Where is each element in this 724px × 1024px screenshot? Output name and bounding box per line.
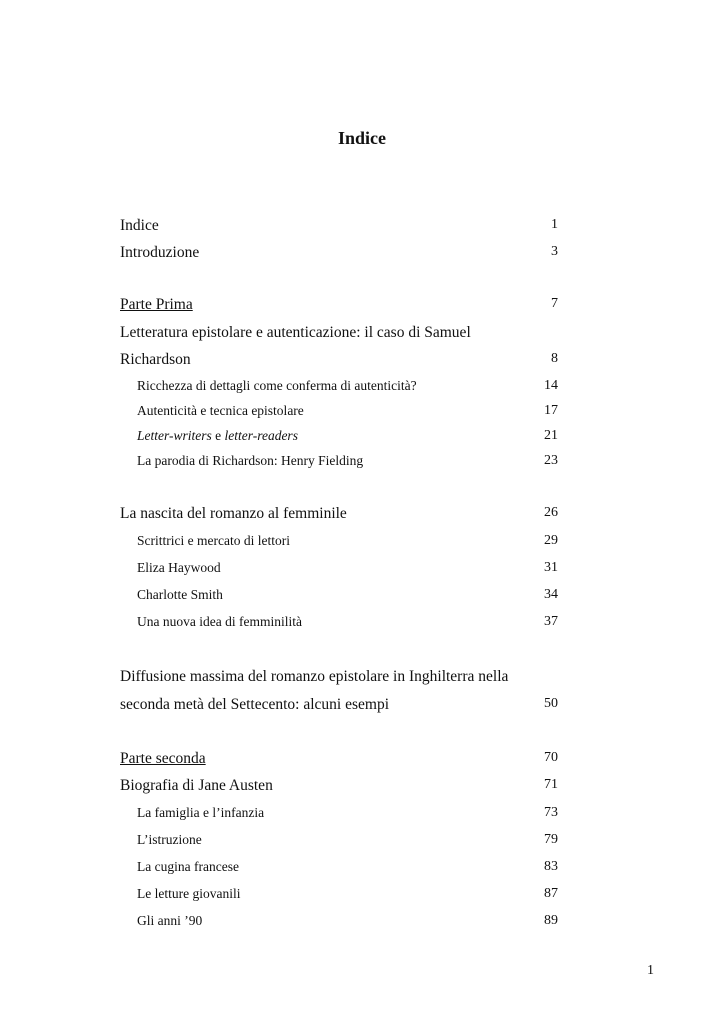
toc-entry-title: Diffusione massima del romanzo epistolare in Inghilterra nella — [120, 668, 509, 685]
toc-entry-title: Parte Prima — [120, 296, 193, 313]
toc-entry-title: Autenticità e tecnica epistolare — [137, 403, 304, 418]
toc-entry-page: 89 — [544, 913, 558, 928]
toc-entry-page: 70 — [544, 750, 558, 765]
toc-entry-title: Le letture giovanili — [137, 886, 241, 901]
toc-entry-title: Scrittrici e mercato di lettori — [137, 533, 290, 548]
toc-entry-page: 29 — [544, 533, 558, 548]
title-italic-part: Letter-writers — [137, 428, 212, 443]
toc-entry-title: Biografia di Jane Austen — [120, 777, 273, 794]
toc-entry-title: La famiglia e l’infanzia — [137, 805, 265, 820]
toc-entry-title: La parodia di Richardson: Henry Fielding — [137, 453, 364, 468]
toc-entry-page: 37 — [544, 614, 558, 629]
toc-entry-title: Richardson — [120, 351, 191, 368]
toc-entry-page: 31 — [544, 560, 558, 575]
toc-entry-title: Indice — [120, 217, 159, 234]
toc-entry-page: 71 — [544, 777, 558, 792]
toc-entry-title: La nascita del romanzo al femminile — [120, 505, 347, 522]
toc-entry-title: Introduzione — [120, 244, 200, 261]
toc-entry-page: 14 — [544, 378, 558, 393]
toc-entry-page: 3 — [551, 244, 558, 259]
toc-entry-title: L’istruzione — [137, 832, 202, 847]
toc-entry-page: 79 — [544, 832, 558, 847]
toc-entry-page: 50 — [544, 696, 558, 711]
toc-entry-page: 23 — [544, 453, 558, 468]
toc-entry-title: Parte seconda — [120, 750, 206, 767]
toc-entry-title: Letteratura epistolare e autenticazione: il caso di Samuel — [120, 324, 471, 341]
toc-entry-page: 1 — [551, 217, 558, 232]
toc-entry-page: 87 — [544, 886, 558, 901]
toc-entry-page: 26 — [544, 505, 558, 520]
toc-entry-page: 8 — [551, 351, 558, 366]
toc-entry-page: 73 — [544, 805, 558, 820]
toc-entry-page: 34 — [544, 587, 558, 602]
title-conjunction: e — [211, 428, 225, 443]
toc-entry-page: 7 — [551, 296, 558, 311]
toc-entry-title: seconda metà del Settecento: alcuni esempi — [120, 696, 389, 713]
toc-entry-title: La cugina francese — [137, 859, 239, 874]
toc-entry-page: 83 — [544, 859, 558, 874]
toc-entry-title: Una nuova idea di femminilità — [137, 614, 302, 629]
page-number: 1 — [647, 963, 654, 978]
toc-entry-title: Charlotte Smith — [137, 587, 223, 602]
page-title: Indice — [337, 128, 386, 148]
toc-entry-title: Ricchezza di dettagli come conferma di autenticità? — [137, 378, 417, 393]
toc-entry-title: Eliza Haywood — [137, 560, 221, 575]
toc-entry-title — [137, 428, 298, 444]
toc-entry-page: 17 — [544, 403, 558, 418]
toc-entry-title: Gli anni ’90 — [137, 913, 203, 928]
toc-entry-page: 21 — [544, 428, 558, 443]
title-italic-part: letter-readers — [224, 428, 298, 443]
